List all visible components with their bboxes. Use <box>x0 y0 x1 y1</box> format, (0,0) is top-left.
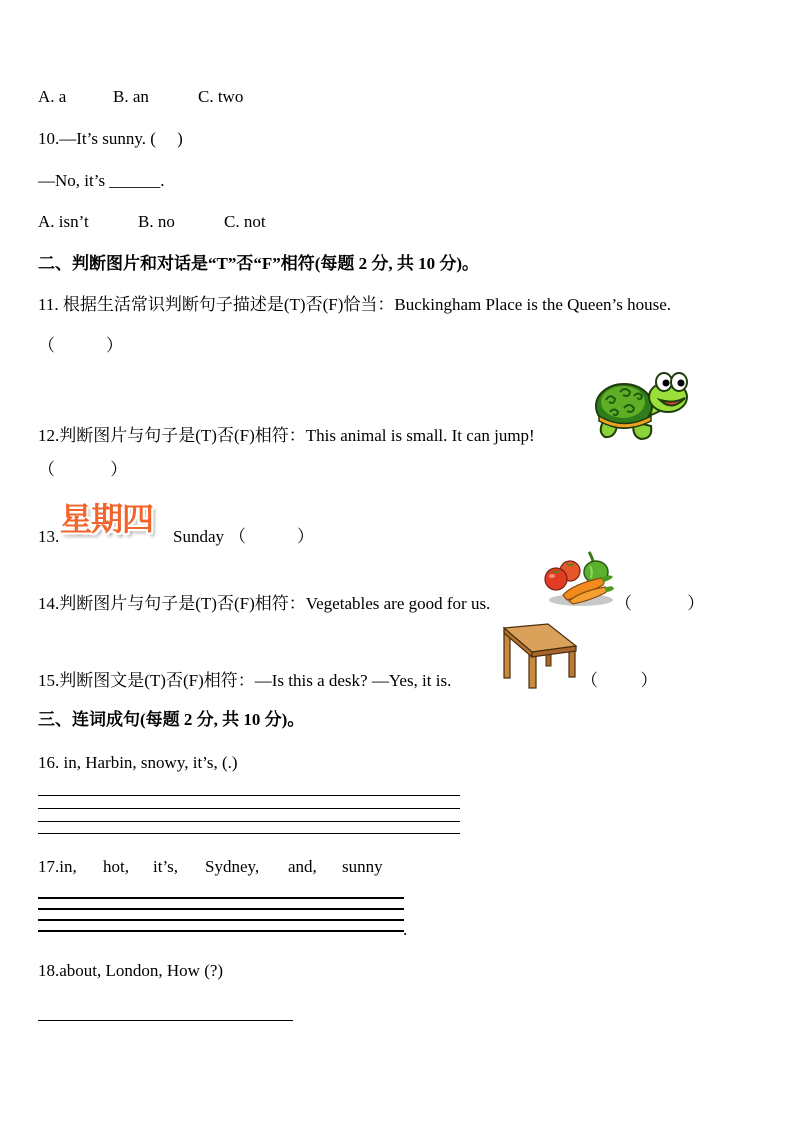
section-3-heading: 三、连词成句(每题 2 分, 共 10 分)。 <box>38 710 305 729</box>
q15-answer-slot: （ ） <box>581 671 658 690</box>
q17-end-mark: . <box>403 920 408 939</box>
q17-word: hot, <box>103 857 129 876</box>
q12-answer-slot: （ ） <box>38 460 128 479</box>
tomato-front <box>545 568 567 590</box>
q10-option-b: B. no <box>138 212 175 231</box>
turtle-shell <box>596 384 652 428</box>
q16-answer-line <box>38 833 460 834</box>
desk-illustration <box>498 622 580 690</box>
q10-option-a: A. isn’t <box>38 212 89 231</box>
q17-answer-line <box>38 930 404 932</box>
q16-answer-line <box>38 808 460 809</box>
thursday-lettering-picture: 星期四 <box>60 500 154 538</box>
q17-answer-line <box>38 919 404 921</box>
q13-answer-slot: （ ） <box>229 527 314 546</box>
q12-text: 12.判断图片与句子是(T)否(F)相符：This animal is small. It can jump! <box>38 426 535 445</box>
q17-word: sunny <box>342 857 383 876</box>
q9-option-c: C. two <box>198 87 244 106</box>
q11-text: 11. 根据生活常识判断句子描述是(T)否(F)恰当：Buckingham Place is the Queen’s house. <box>38 295 672 314</box>
q16-answer-line <box>38 795 460 796</box>
q18-answer-line <box>38 1020 293 1021</box>
q14-answer-slot: （ ） <box>615 594 705 613</box>
q9-option-a: A. a <box>38 87 67 106</box>
q11-answer-slot: （ ） <box>38 336 123 355</box>
q13-text: Sunday <box>173 527 224 546</box>
desk-top <box>504 624 576 657</box>
q17-word: 17.in, <box>38 857 77 876</box>
q17-word: and, <box>288 857 317 876</box>
q17-answer-line <box>38 908 404 910</box>
q16-answer-line <box>38 821 460 822</box>
q17-word: Sydney, <box>205 857 260 876</box>
section-2-heading: 二、判断图片和对话是“T”否“F”相符(每题 2 分, 共 10 分)。 <box>38 254 480 273</box>
q16-prompt: 16. in, Harbin, snowy, it’s, (.) <box>38 753 238 772</box>
q10-reply: —No, it’s ______. <box>38 171 165 190</box>
q9-option-b: B. an <box>113 87 149 106</box>
turtle-illustration <box>594 370 690 442</box>
q14-text: 14.判断图片与句子是(T)否(F)相符：Vegetables are good for us. <box>38 594 491 613</box>
q17-answer-line <box>38 897 404 899</box>
q15-text: 15.判断图文是(T)否(F)相符：—Is this a desk? —Yes, it is. <box>38 671 452 690</box>
q10-prompt: 10.—It’s sunny. ( ) <box>38 129 183 148</box>
vegetables-illustration <box>543 551 615 607</box>
q13-number: 13. <box>38 527 60 546</box>
q17-word: it’s, <box>153 857 179 876</box>
turtle-head <box>649 373 687 412</box>
q10-option-c: C. not <box>224 212 266 231</box>
q18-prompt: 18.about, London, How (?) <box>38 961 224 980</box>
